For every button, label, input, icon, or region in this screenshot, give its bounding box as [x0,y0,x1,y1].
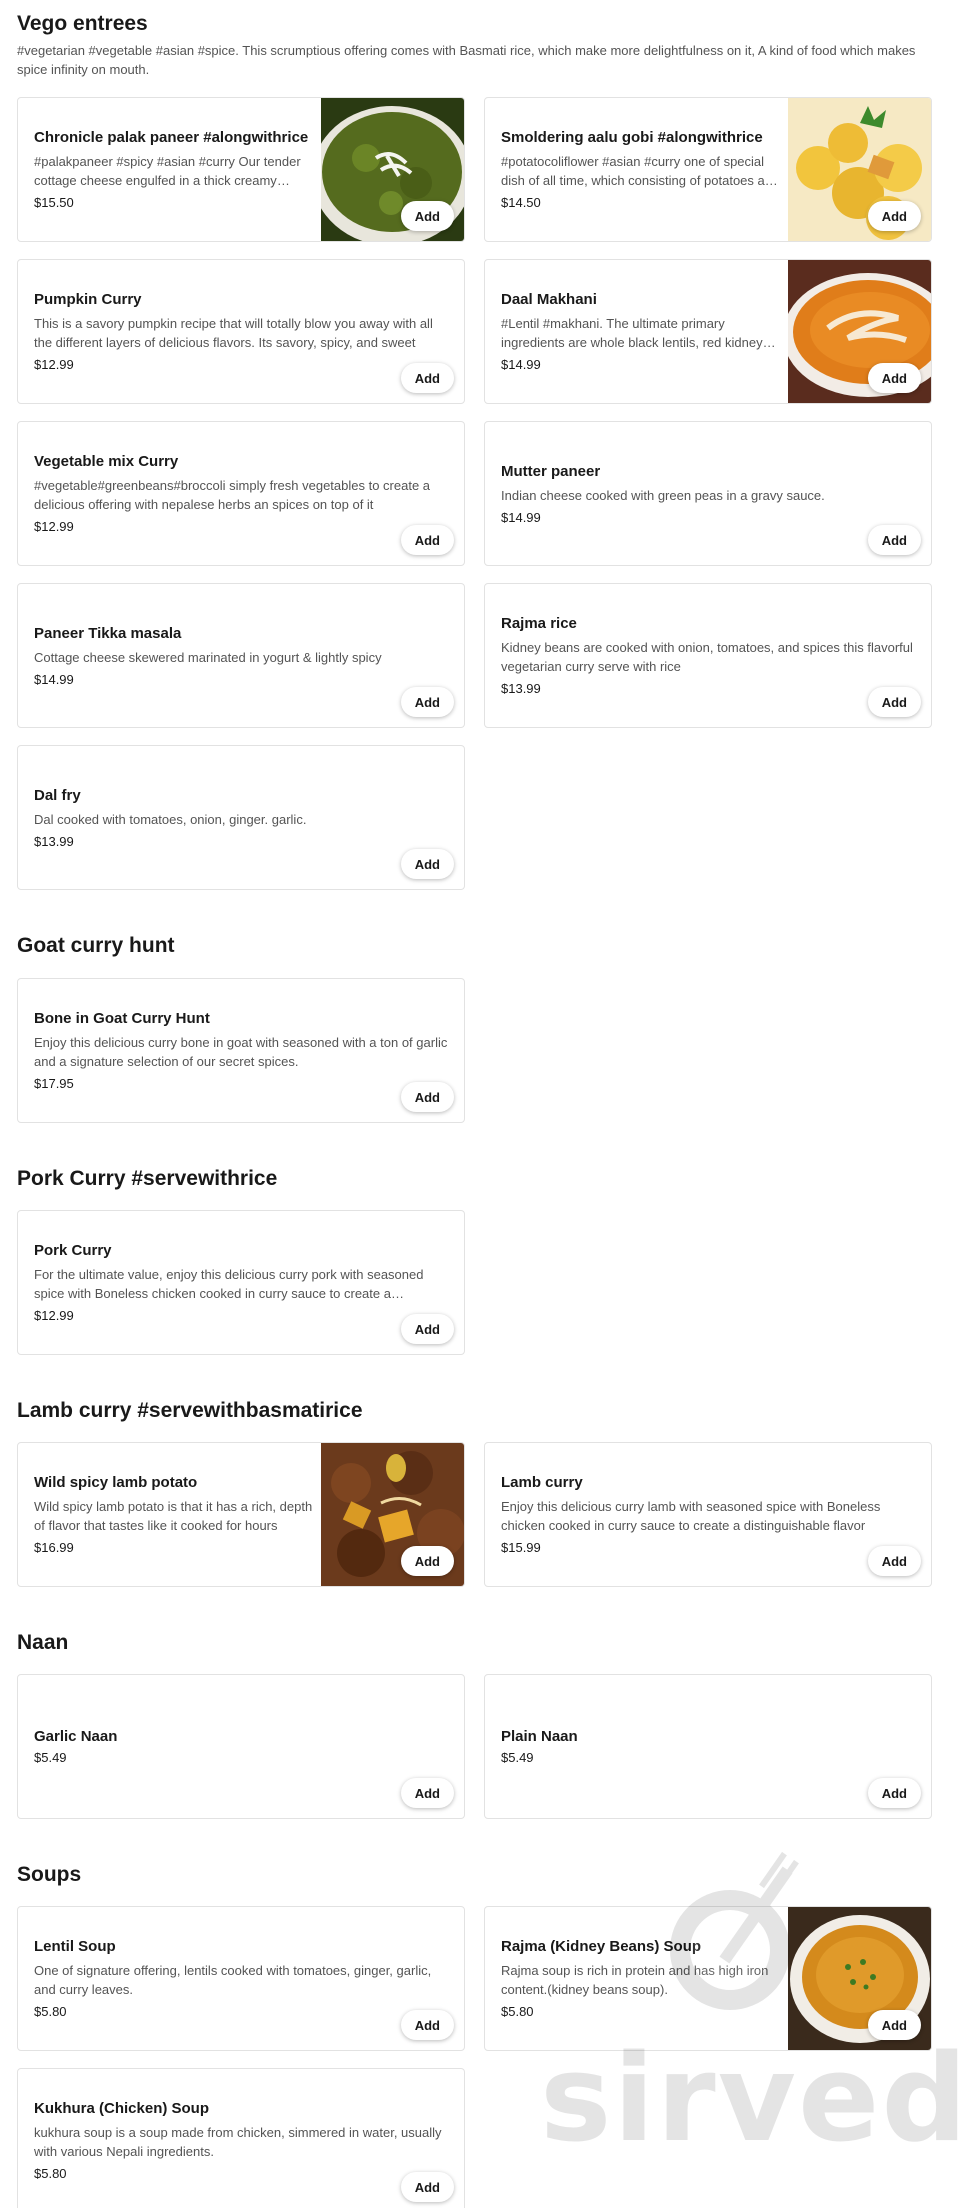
menu-item-card[interactable] [484,1906,932,2051]
menu-item-card[interactable] [17,421,465,566]
add-button[interactable]: Add [868,201,921,231]
menu-item-card[interactable] [484,259,932,404]
item-price: $15.50 [34,195,74,210]
add-button[interactable]: Add [868,2010,921,2040]
section-title: Pork Curry #servewithrice [17,1167,278,1190]
section-lamb-curry [17,1399,939,1423]
section-description: #vegetarian #vegetable #asian #spice. This scrumptious offering comes with Basmati rice, which make more delightfulness on it, A kind of food which makes spice infinity on mouth. [17,43,916,77]
item-description: #potatocoliflower #asian #curry one of special dish of all time, which consisting of potatoes and [501,154,780,188]
item-name: Wild spicy lamb potato [34,1474,198,1491]
menu-item-card[interactable] [17,97,465,242]
menu-item-card[interactable] [17,745,465,890]
item-name: Rajma (Kidney Beans) Soup [501,1938,702,1955]
menu-item-card[interactable] [484,97,932,242]
item-description: #palakpaneer #spicy #asian #curry Our tender cottage cheese engulfed in a thick creamy [34,154,301,188]
item-price: $14.99 [34,671,74,687]
menu-item-card[interactable] [17,259,465,404]
item-name: Smoldering aalu gobi #alongwithrice [501,129,763,146]
add-button[interactable]: Add [401,849,454,879]
menu-item-card[interactable] [17,583,465,728]
menu-item-card[interactable] [484,1674,932,1819]
item-price: $13.99 [501,681,541,696]
item-price: $12.99 [34,357,74,372]
menu-item-card[interactable] [484,421,932,566]
item-price: $5.80 [501,2004,534,2019]
add-button[interactable]: Add [401,1082,454,1112]
item-description: Dal cooked with tomatoes, onion, ginger. garlic. [34,811,307,827]
item-price: $5.80 [34,2004,67,2019]
item-price: $5.49 [501,1750,534,1765]
menu-item-card[interactable] [17,1906,465,2051]
item-price: $12.99 [34,519,74,534]
menu-item-card[interactable] [17,978,465,1123]
item-description: Enjoy this delicious curry bone in goat with seasoned with a ton of garlic and a signature selection of our secret spices. [34,1035,448,1069]
add-button[interactable]: Add [401,2010,454,2040]
item-price: $17.95 [34,1076,74,1091]
item-name: Vegetable mix Curry [34,453,179,470]
section-title: Naan [17,1631,69,1654]
item-description: For the ultimate value, enjoy this delicious curry pork with seasoned spice with Boneless chicken cooked in curry sauce to create a [34,1267,424,1301]
item-description: One of signature offering, lentils cooked with tomatoes, ginger, garlic, and curry leaves. [34,1963,432,1997]
section-title: Goat curry hunt [17,934,175,957]
item-name: Lamb curry [501,1474,583,1491]
item-description: Cottage cheese skewered marinated in yogurt & lightly spicy [34,649,382,665]
add-button[interactable]: Add [868,687,921,717]
item-name: Plain Naan [501,1728,578,1745]
item-price: $14.99 [501,357,541,372]
item-price: $5.49 [34,1750,67,1765]
item-name: Pork Curry [34,1242,112,1259]
item-price: $13.99 [34,833,74,849]
menu-item-card[interactable] [17,1442,465,1587]
item-description: This is a savory pumpkin recipe that will totally blow you away with all the different layers of delicious flavors. Its savory, spicy, and sweet [34,316,433,350]
add-button[interactable]: Add [868,363,921,393]
section-naan [17,1631,939,1655]
section-goat-curry [17,934,939,958]
menu-item-card[interactable] [17,1210,465,1355]
menu-item-card[interactable] [17,1674,465,1819]
add-button[interactable]: Add [401,687,454,717]
add-button[interactable]: Add [868,525,921,555]
item-description: kukhura soup is a soup made from chicken, simmered in water, usually with various Nepali ingredients. [34,2125,442,2159]
item-name: Chronicle palak paneer #alongwithrice [34,129,309,146]
item-price: $15.99 [501,1540,541,1555]
add-button[interactable]: Add [401,1314,454,1344]
menu-item-card[interactable] [17,2068,465,2208]
menu-item-card[interactable] [484,1442,932,1587]
add-button[interactable]: Add [401,201,454,231]
item-name: Daal Makhani [501,291,597,308]
item-description: Rajma soup is rich in protein and has high iron content.(kidney beans soup). [501,1963,769,1997]
add-button[interactable]: Add [401,525,454,555]
item-price: $14.50 [501,195,541,210]
item-description: Wild spicy lamb potato is that it has a rich, depth of flavor that tastes like it cooked for hours [34,1499,313,1533]
section-title: Vego entrees [17,12,148,35]
section-title: Soups [17,1863,82,1886]
add-button[interactable]: Add [401,1546,454,1576]
section-pork-curry [17,1167,939,1191]
add-button[interactable]: Add [868,1778,921,1808]
item-description: #vegetable#greenbeans#broccoli simply fresh vegetables to create a delicious offering with nepalese herbs an spices on top of it [34,478,431,512]
item-price: $12.99 [34,1308,74,1323]
item-name: Rajma rice [501,615,577,632]
item-name: Mutter paneer [501,462,601,480]
item-description: Indian cheese cooked with green peas in a gravy sauce. [501,487,825,503]
item-name: Paneer Tikka masala [34,624,182,642]
watermark-text: sirved [540,2030,969,2169]
item-name: Pumpkin Curry [34,291,142,308]
section-vego-entrees [17,12,939,79]
add-button[interactable]: Add [401,2172,454,2202]
menu-item-card[interactable] [484,583,932,728]
item-name: Kukhura (Chicken) Soup [34,2100,210,2117]
item-price: $14.99 [501,509,541,525]
section-soups [17,1863,939,1887]
item-name: Dal fry [34,786,81,804]
item-price: $5.80 [34,2166,67,2181]
item-name: Bone in Goat Curry Hunt [34,1010,210,1027]
item-description: Enjoy this delicious curry lamb with seasoned spice with Boneless chicken cooked in curry sauce to create a distinguishable flavor [501,1499,881,1533]
item-description: Kidney beans are cooked with onion, tomatoes, and spices this flavorful vegetarian curry serve with rice [501,640,913,674]
item-name: Lentil Soup [34,1938,116,1955]
add-button[interactable]: Add [401,1778,454,1808]
item-price: $16.99 [34,1540,74,1555]
item-name: Garlic Naan [34,1728,118,1745]
add-button[interactable]: Add [868,1546,921,1576]
add-button[interactable]: Add [401,363,454,393]
item-description: #Lentil #makhani. The ultimate primary ingredients are whole black lentils, red kidney [501,316,763,350]
section-title: Lamb curry #servewithbasmatirice [17,1399,363,1422]
